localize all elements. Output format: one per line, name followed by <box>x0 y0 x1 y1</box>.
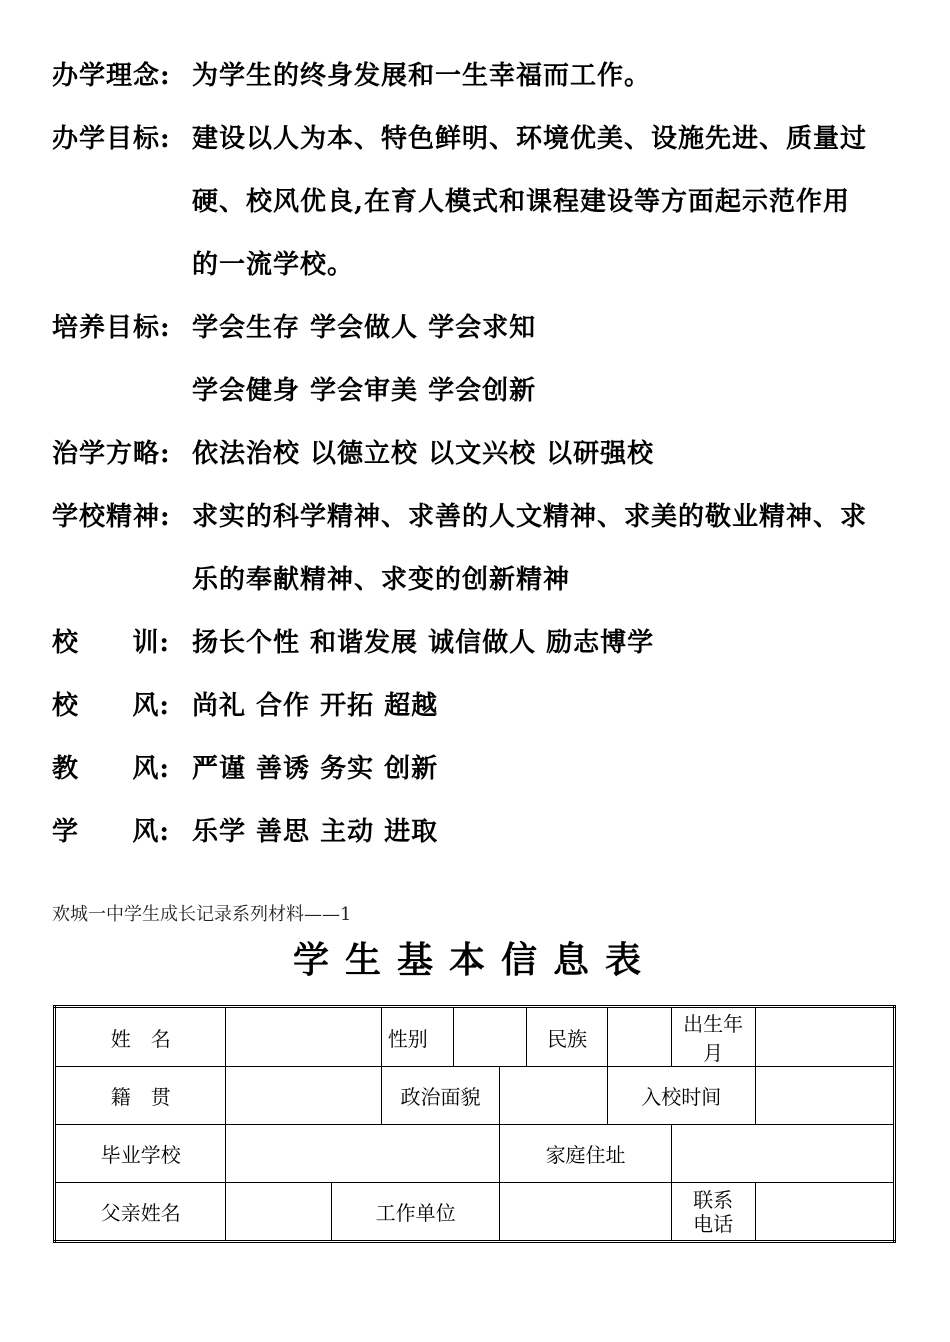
birth-value-cell[interactable] <box>755 1007 894 1067</box>
study-style-label-b: 风: <box>132 817 170 847</box>
spirit-section <box>52 496 171 533</box>
motto-label-a: 校 <box>52 628 80 658</box>
school-style-text: 尚礼 合作 开拓 超越 <box>192 691 439 721</box>
ethnicity-value-cell[interactable] <box>608 1007 672 1067</box>
enroll-time-value-cell[interactable] <box>755 1067 894 1125</box>
goal-line-2: 硬、校风优良,在育人模式和课程建设等方面起示范作用 <box>192 187 851 217</box>
goal-label: 办学目标: <box>52 124 171 154</box>
training-line-1: 学会生存 学会做人 学会求知 <box>192 313 537 343</box>
teaching-style-section <box>52 748 170 785</box>
teaching-style-text: 严谨 善诱 务实 创新 <box>192 754 439 784</box>
spirit-line-2: 乐的奉献精神、求变的创新精神 <box>192 565 571 595</box>
name-header: 姓 名 <box>55 1007 226 1067</box>
contact-phone-value-cell[interactable] <box>755 1183 894 1242</box>
motto-label-b: 训: <box>132 628 170 658</box>
training-section <box>52 307 171 344</box>
student-info-table <box>53 1005 896 1243</box>
table-row <box>55 1007 895 1067</box>
political-status-value-cell[interactable] <box>500 1067 608 1125</box>
philosophy-line-1: 为学生的终身发展和一生幸福而工作。 <box>192 61 652 91</box>
contact-phone-label-1: 联系 <box>693 1187 734 1212</box>
goal-line-3: 的一流学校。 <box>192 250 355 280</box>
motto-section <box>52 622 170 659</box>
training-label: 培养目标: <box>52 313 171 343</box>
native-place-value-cell[interactable] <box>226 1067 381 1125</box>
series-caption: 欢城一中学生成长记录系列材料——1 <box>52 904 352 925</box>
gender-header: 性别 <box>381 1007 453 1067</box>
graduated-school-value-cell[interactable] <box>226 1125 500 1183</box>
ethnicity-header: 民族 <box>527 1007 608 1067</box>
philosophy-label: 办学理念: <box>52 61 171 91</box>
teaching-style-label <box>52 748 170 785</box>
contact-phone-header <box>671 1183 755 1242</box>
name-value-cell[interactable] <box>226 1007 381 1067</box>
graduated-school-header: 毕业学校 <box>55 1125 226 1183</box>
birth-header: 出生年月 <box>671 1007 755 1067</box>
father-name-header: 父亲姓名 <box>55 1183 226 1242</box>
gender-value-cell[interactable] <box>453 1007 527 1067</box>
political-status-header: 政治面貌 <box>381 1067 500 1125</box>
table-row <box>55 1067 895 1125</box>
contact-phone-label-2: 电话 <box>693 1211 734 1236</box>
work-unit-header: 工作单位 <box>331 1183 499 1242</box>
table-row <box>55 1183 895 1242</box>
table-title: 学生基本信息表 <box>292 939 657 981</box>
strategy-line-1: 依法治校 以德立校 以文兴校 以研强校 <box>192 439 655 469</box>
spirit-label: 学校精神: <box>52 502 171 532</box>
study-style-label-a: 学 <box>52 817 80 847</box>
school-style-label <box>52 685 170 722</box>
goal-line-1: 建设以人为本、特色鲜明、环境优美、设施先进、质量过 <box>192 124 868 154</box>
motto-label <box>52 622 170 659</box>
school-style-section <box>52 685 170 722</box>
training-line-2: 学会健身 学会审美 学会创新 <box>192 376 537 406</box>
teaching-style-label-b: 风: <box>132 754 170 784</box>
father-name-value-cell[interactable] <box>226 1183 332 1242</box>
study-style-section <box>52 811 170 848</box>
strategy-section <box>52 433 171 470</box>
home-address-header: 家庭住址 <box>500 1125 671 1183</box>
home-address-value-cell[interactable] <box>671 1125 894 1183</box>
work-unit-value-cell[interactable] <box>500 1183 671 1242</box>
goal-section <box>52 118 171 155</box>
teaching-style-label-a: 教 <box>52 754 80 784</box>
spirit-line-1: 求实的科学精神、求善的人文精神、求美的敬业精神、求 <box>192 502 868 532</box>
school-style-label-b: 风: <box>132 691 170 721</box>
motto-text: 扬长个性 和谐发展 诚信做人 励志博学 <box>192 628 655 658</box>
school-style-label-a: 校 <box>52 691 80 721</box>
study-style-text: 乐学 善思 主动 进取 <box>192 817 439 847</box>
strategy-label: 治学方略: <box>52 439 171 469</box>
native-place-header: 籍 贯 <box>55 1067 226 1125</box>
study-style-label <box>52 811 170 848</box>
enroll-time-header: 入校时间 <box>608 1067 756 1125</box>
table-row <box>55 1125 895 1183</box>
